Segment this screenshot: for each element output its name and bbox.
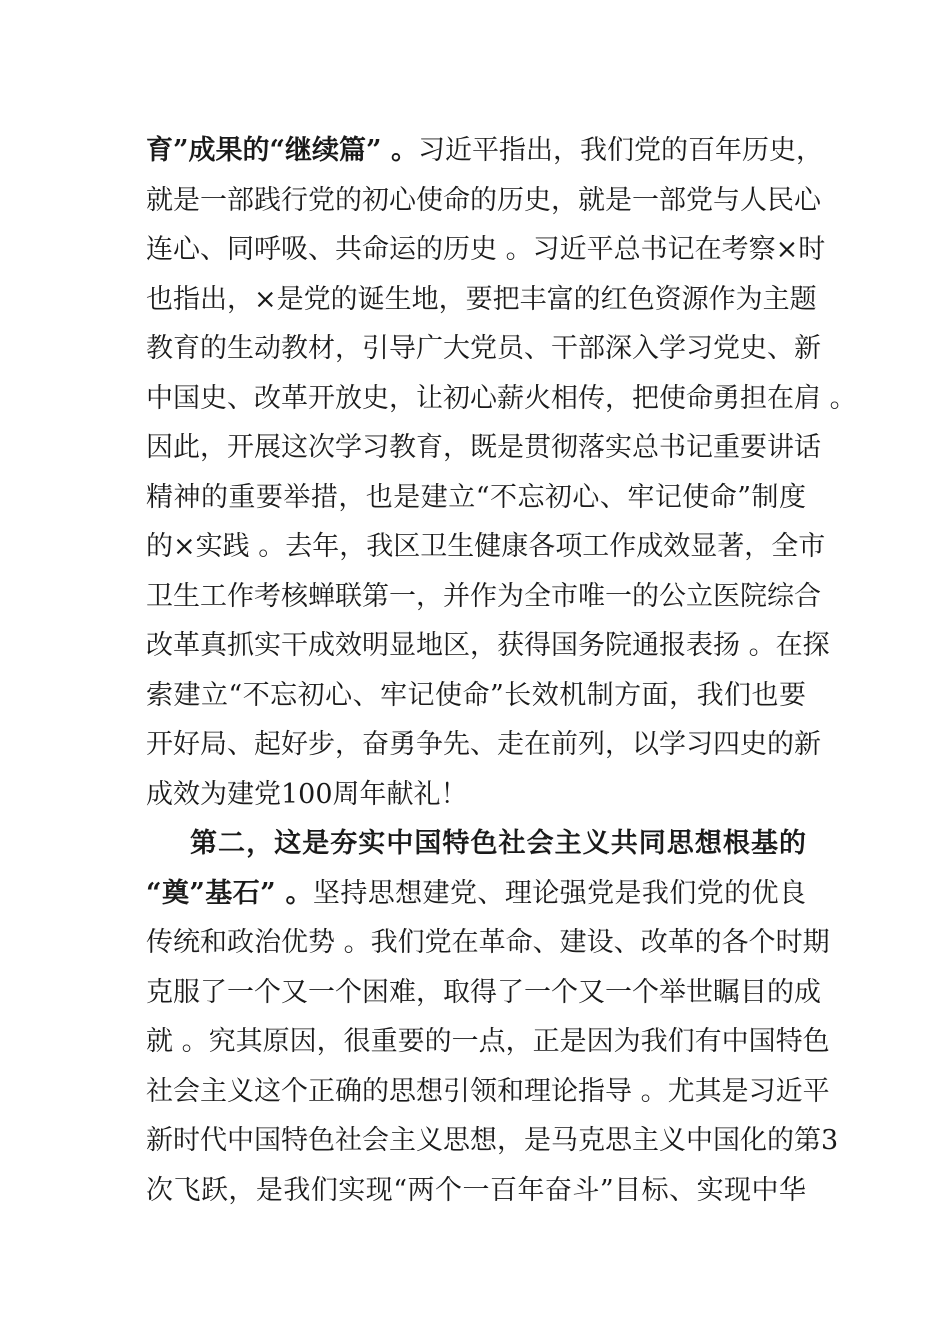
- document-body: [146, 126, 857, 1215]
- text-line: [146, 473, 806, 523]
- text-line: [146, 671, 806, 721]
- text-run: 新时代中国特色社会主义思想，是马克思主义中国化的第3: [146, 1125, 839, 1156]
- paragraph-p1: [146, 126, 857, 819]
- paragraph-p2: [146, 819, 839, 1215]
- text-run: 开好局、起好步，奋勇争先、走在前列，以学习四史的新: [146, 729, 821, 760]
- text-line: [146, 869, 806, 919]
- text-run: 因此，开展这次学习教育，既是贯彻落实总书记重要讲话: [146, 432, 821, 463]
- text-line: [146, 522, 826, 572]
- text-run: 连心、同呼吸、共命运的历史 。习近平总书记在考察×时: [146, 234, 826, 265]
- text-run: 精神的重要举措，也是建立“不忘初心、牢记使命”制度: [146, 481, 806, 513]
- text-run: 就 。究其原因，很重要的一点，正是因为我们有中国特色: [146, 1026, 830, 1057]
- text-run: 就是一部践行党的初心使命的历史，就是一部党与人民心: [146, 184, 821, 216]
- text-run: 社会主义这个正确的思想引领和理论指导 。尤其是习近平: [146, 1075, 830, 1107]
- text-line: [146, 324, 821, 374]
- text-line: [146, 770, 806, 820]
- text-run: 成效为建党100周年献礼！: [146, 778, 468, 810]
- text-line: [146, 275, 817, 325]
- bold-text-run: “奠”基石” 。: [146, 877, 313, 909]
- text-line: [146, 126, 823, 176]
- text-line: [146, 423, 821, 473]
- text-line: [146, 621, 830, 671]
- text-line: [146, 1067, 830, 1117]
- text-line: [146, 720, 821, 770]
- text-run: 教育的生动教材，引导广大党员、干部深入学习党史、新: [146, 333, 821, 364]
- text-line: [146, 176, 821, 226]
- text-run: 次飞跃，是我们实现“两个一百年奋斗”目标、实现中华: [146, 1174, 806, 1206]
- text-line: [146, 1116, 839, 1166]
- text-run: 索建立“不忘初心、牢记使命”长效机制方面，我们也要: [146, 679, 806, 711]
- text-run: 改革真抓实干成效明显地区，获得国务院通报表扬 。在探: [146, 630, 830, 661]
- text-line: [146, 374, 857, 424]
- text-run: 的×实践 。去年，我区卫生健康各项工作成效显著，全市: [146, 531, 826, 562]
- text-run: 克服了一个又一个困难，取得了一个又一个举世瞩目的成: [146, 976, 821, 1008]
- text-line: [146, 1166, 806, 1216]
- text-line: [146, 819, 806, 869]
- bold-text-run: 育”成果的“继续篇” 。: [146, 135, 418, 166]
- text-run: 也指出，×是党的诞生地，要把丰富的红色资源作为主题: [146, 283, 817, 315]
- bold-text-run: 第二，这是夯实中国特色社会主义共同思想根基的: [190, 828, 806, 859]
- text-run: 传统和政治优势 。我们党在革命、建设、改革的各个时期: [146, 927, 830, 958]
- text-line: [146, 918, 830, 968]
- text-run: 坚持思想建党、理论强党是我们党的优良: [312, 877, 807, 909]
- text-run: 中国史、改革开放史，让初心薪火相传，把使命勇担在肩 。: [146, 382, 857, 414]
- text-line: [146, 1017, 830, 1067]
- text-line: [146, 572, 821, 622]
- text-line: [146, 225, 826, 275]
- text-run: 习近平指出，我们党的百年历史，: [418, 135, 823, 166]
- text-line: [146, 968, 821, 1018]
- text-run: 卫生工作考核蝉联第一，并作为全市唯一的公立医院综合: [146, 580, 821, 612]
